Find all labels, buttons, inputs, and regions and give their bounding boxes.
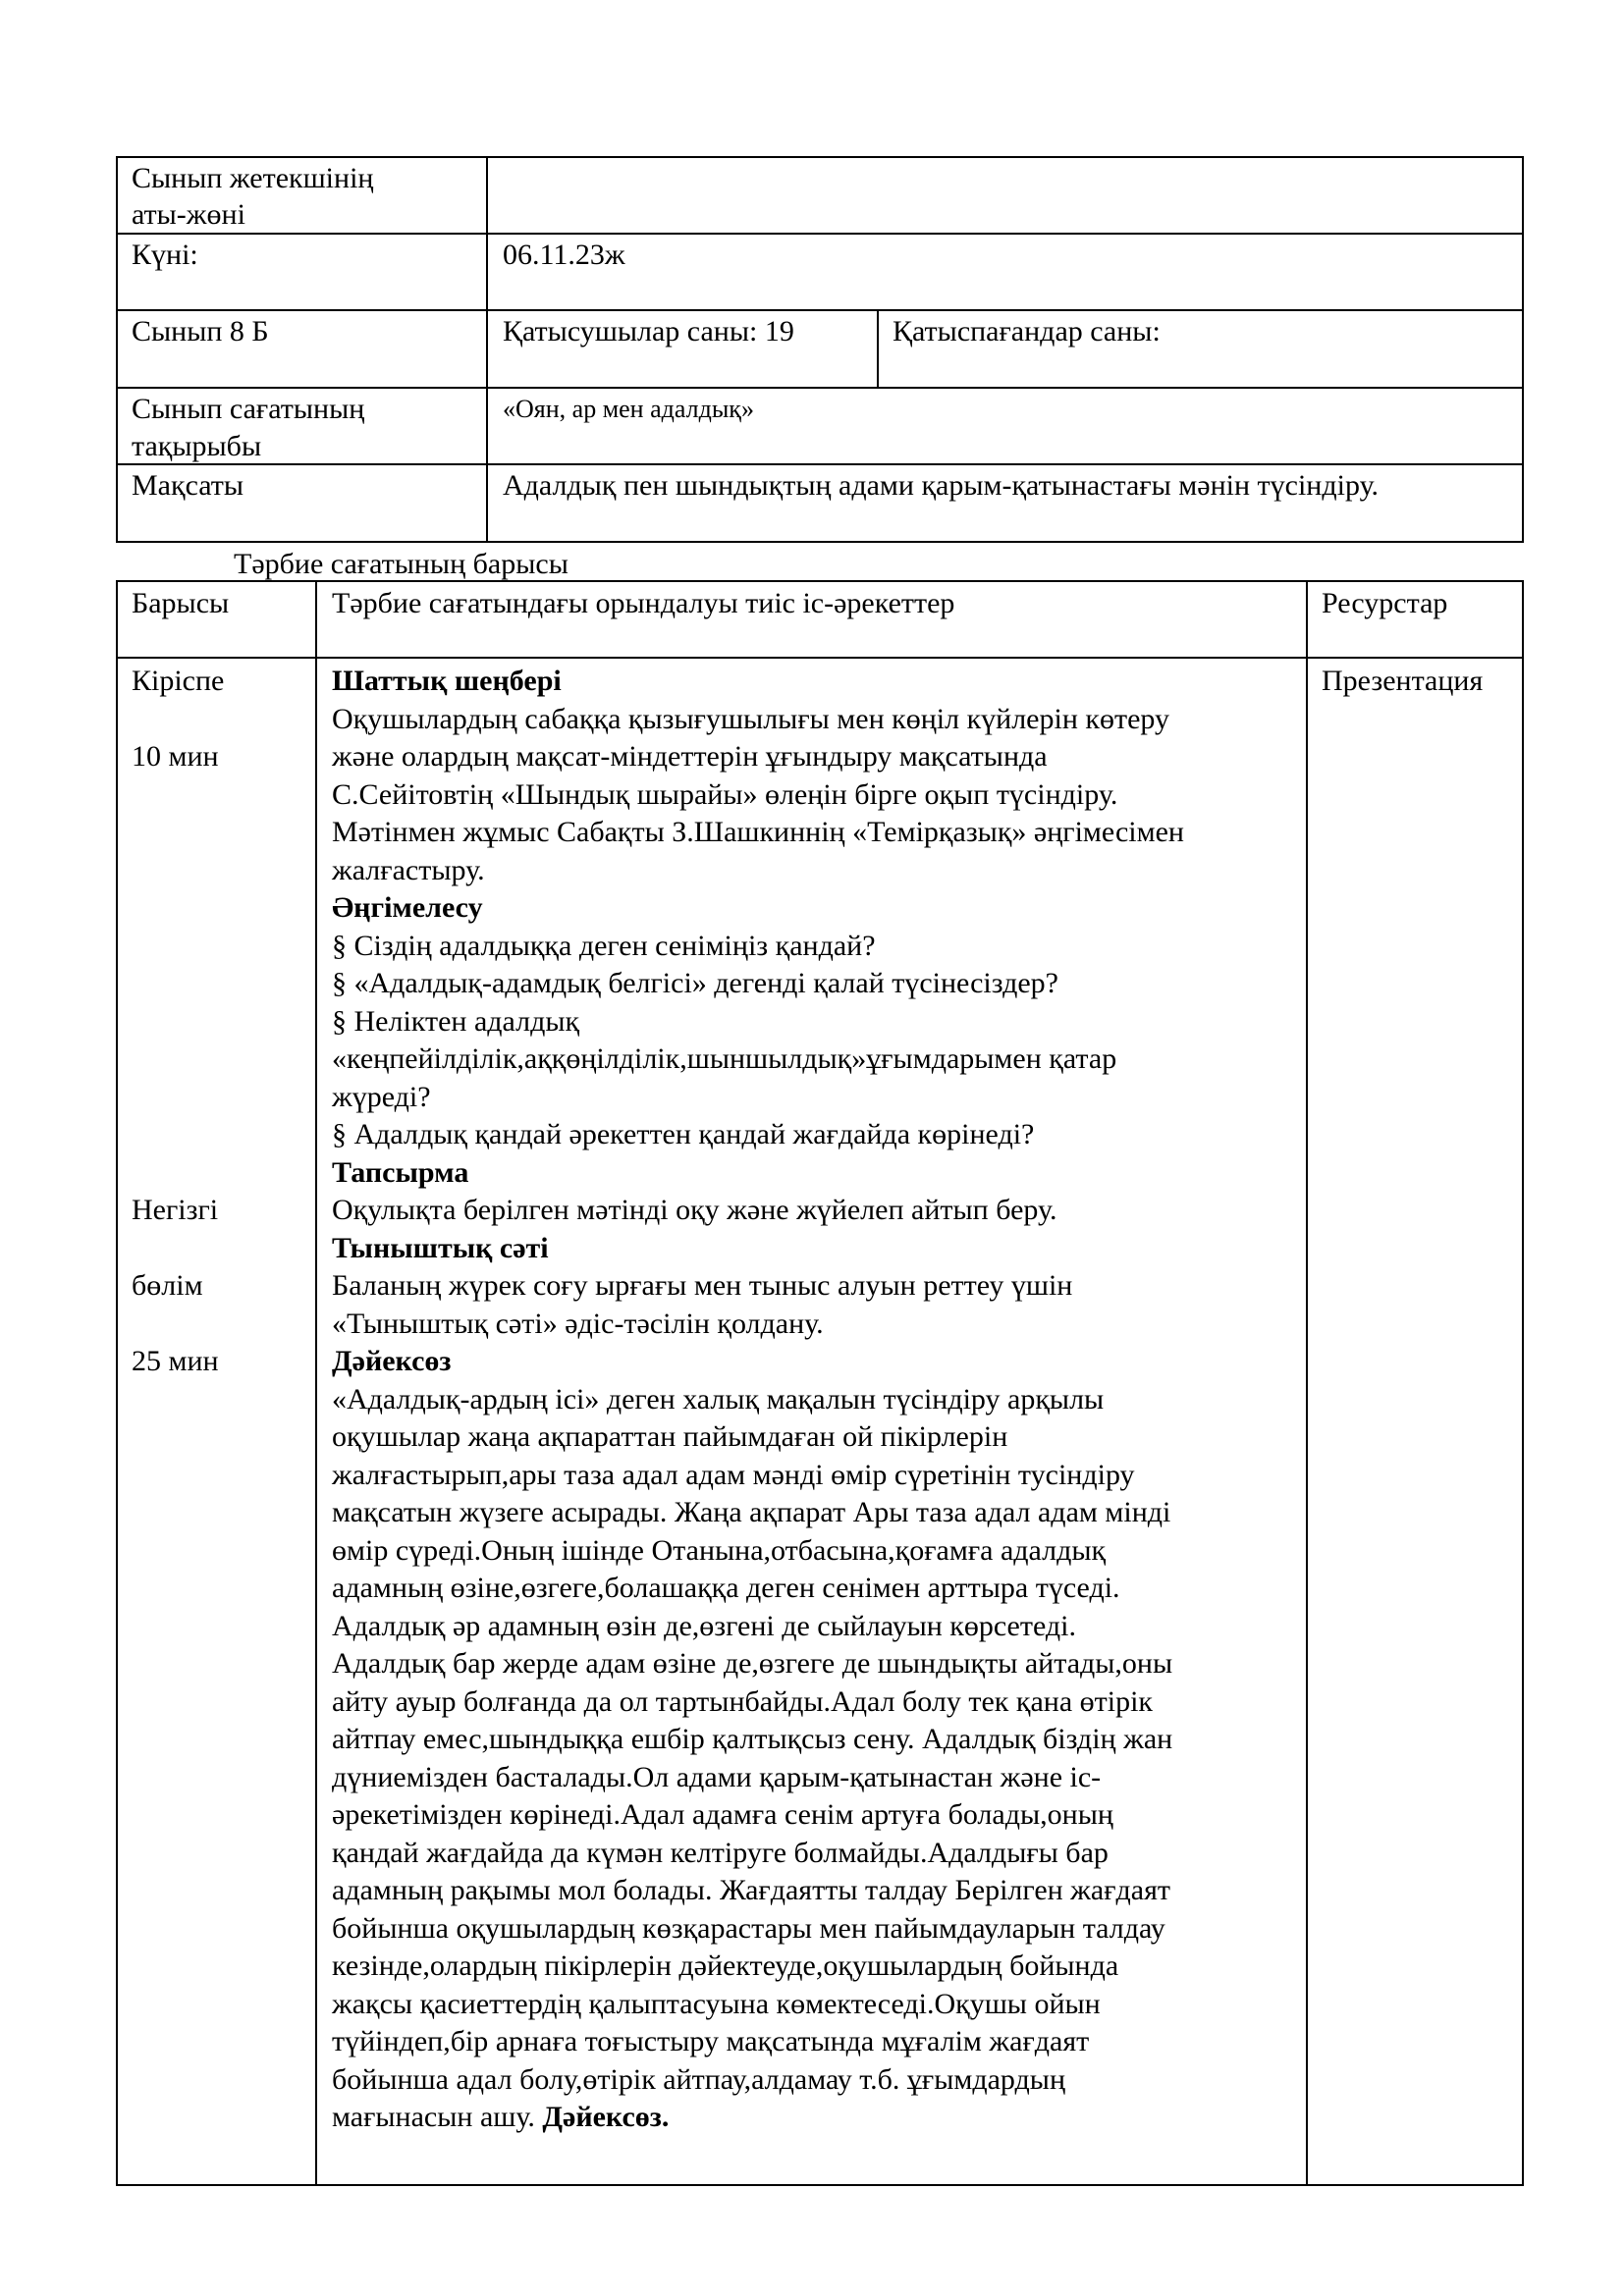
text-line: Оқушылардың сабаққа қызығушылығы мен көңіл күйлерін көтеру [332,702,1169,735]
text-line: адамның рақымы мол болады. Жағдаятты талдау Берілген жағдаят [332,1874,1171,1906]
topic-label-line2: тақырыбы [132,430,262,462]
text-line: бойынша адал болу,өтірік айтпау,алдамау т.б. ұғымдардың [332,2062,1066,2096]
heading-joy-circle: Шаттық шеңбері [332,665,562,697]
teacher-label-line1: Сынып жетекшінің [132,162,374,194]
resource-presentation: Презентация [1322,665,1484,697]
text-line: жалғастыру. [332,853,485,886]
question-line: жүреді? [332,1080,431,1113]
absent-count-label: Қатыспағандар саны: [893,315,1161,347]
date-label: Күні: [132,239,198,271]
stage-main-time: 25 мин [132,1345,219,1377]
text-line: С.Сейітовтің «Шындық шырайы» өлеңін бірге оқып түсіндіру. [332,777,1118,811]
text-line: адамның өзіне,өзгеге,болашаққа деген сенімен арттыра түседі. [332,1572,1120,1604]
text-line: Адалдық әр адамның өзін де,өзгені де сыйлауын көрсетеді. [332,1609,1076,1642]
text-last-plain: мағынасын ашу. [332,2101,543,2133]
section-caption: Тәрбие сағатының барысы [234,548,568,580]
text-last-bold: Дәйексөз. [542,2101,670,2133]
heading-quiet-moment: Тыныштық сәті [332,1231,549,1264]
text-line: мақсатын жүзеге асырады. Жаңа ақпарат Ары таза адал адам мінді [332,1496,1171,1528]
text-line-last [332,2099,669,2137]
text-line: Адалдық бар жерде адам өзіне де,өзгеге де шындықты айтады,оны [332,1647,1173,1680]
text-line: дүниемізден басталады.Ол адами қарым-қатынастан және іс- [332,1760,1102,1793]
goal-value: Адалдық пен шындықтың адами қарым-қатынастағы мәнін түсіндіру. [503,469,1380,502]
question-line: § Неліктен адалдық [332,1004,580,1038]
text-line: Оқулықта берілген мәтінді оқу және жүйелеп айтып беру. [332,1194,1057,1226]
question-line: «кеңпейілділік,аққөңілділік,шыншылдық»ұғымдарымен қатар [332,1042,1117,1075]
text-line: «Тыныштық сәті» әдіс-тәсілін қолдану. [332,1307,824,1340]
teacher-label-line2: аты-жөні [132,198,245,231]
class-label: Сынып 8 Б [132,315,269,347]
stage-intro-time: 10 мин [132,740,219,773]
text-line: әрекетімізден көрінеді.Адал адамға сенім артуға болады,оның [332,1798,1113,1831]
text-line: айту ауыр болғанда да ол тартынбайды.Адал болу тек қана өтірік [332,1684,1153,1718]
topic-label-line1: Сынып сағатының [132,393,365,425]
text-line: және олардың мақсат-міндеттерін ұғындыру мақсатында [332,740,1048,773]
stage-intro: Кіріспе [132,665,225,697]
heading-conversation: Әңгімелесу [332,891,483,924]
header-stage: Барысы [132,587,230,619]
question-line: § Адалдық қандай әрекеттен қандай жағдайда көрінеді? [332,1118,1035,1150]
stage-main-line2: бөлім [132,1269,203,1302]
text-line: өмір сүреді.Оның ішінде Отанына,отбасына,қоғамға адалдық [332,1533,1107,1567]
question-line: § Сіздің адалдыққа деген сеніміңіз қандай? [332,929,876,962]
text-line: жалғастырып,ары таза адал адам мәнді өмір сүретінін тусіндіру [332,1458,1135,1491]
text-line: айтпау емес,шындыққа ешбір қалтықсыз сену. Адалдық біздің жан [332,1723,1173,1755]
header-resources: Ресурстар [1322,587,1448,619]
heading-quote: Дәйексөз [332,1345,452,1377]
text-line: оқушылар жаңа ақпараттан пайымдаған ой пікірлерін [332,1420,1008,1453]
date-value: 06.11.23ж [503,239,625,271]
text-line: Баланың жүрек соғу ырғағы мен тыныс алуын реттеу үшін [332,1269,1073,1302]
text-line: Мәтінмен жұмыс Сабақты З.Шашкиннің «Темірқазық» әңгімесімен [332,816,1184,848]
text-line: «Адалдық-ардың ісі» деген халық мақалын түсіндіру арқылы [332,1382,1105,1415]
heading-task: Тапсырма [332,1155,469,1189]
header-actions: Тәрбие сағатындағы орындалуы тиіс іс-әрекеттер [332,587,955,619]
question-line: § «Адалдық-адамдық белгісі» дегенді қалай түсінесіздер? [332,967,1058,999]
text-line: бойынша оқушылардың көзқарастары мен пайымдауларын талдау [332,1911,1165,1945]
text-line: жақсы қасиеттердің қалыптасуына көмектеседі.Оқушы ойын [332,1987,1101,2020]
text-line: қандай жағдайда да күмән келтіруге болмайды.Адалдығы бар [332,1836,1109,1869]
topic-value: «Оян, ар мен адалдық» [503,395,754,423]
stage-main-line1: Негізгі [132,1194,219,1226]
goal-label: Мақсаты [132,469,244,502]
present-count-label: Қатысушылар саны: 19 [503,315,794,347]
text-line: кезінде,олардың пікірлерін дәйектеуде,оқушылардың бойында [332,1949,1119,1982]
text-line: түйіндеп,бір арнаға тоғыстыру мақсатында мұғалім жағдаят [332,2025,1090,2057]
